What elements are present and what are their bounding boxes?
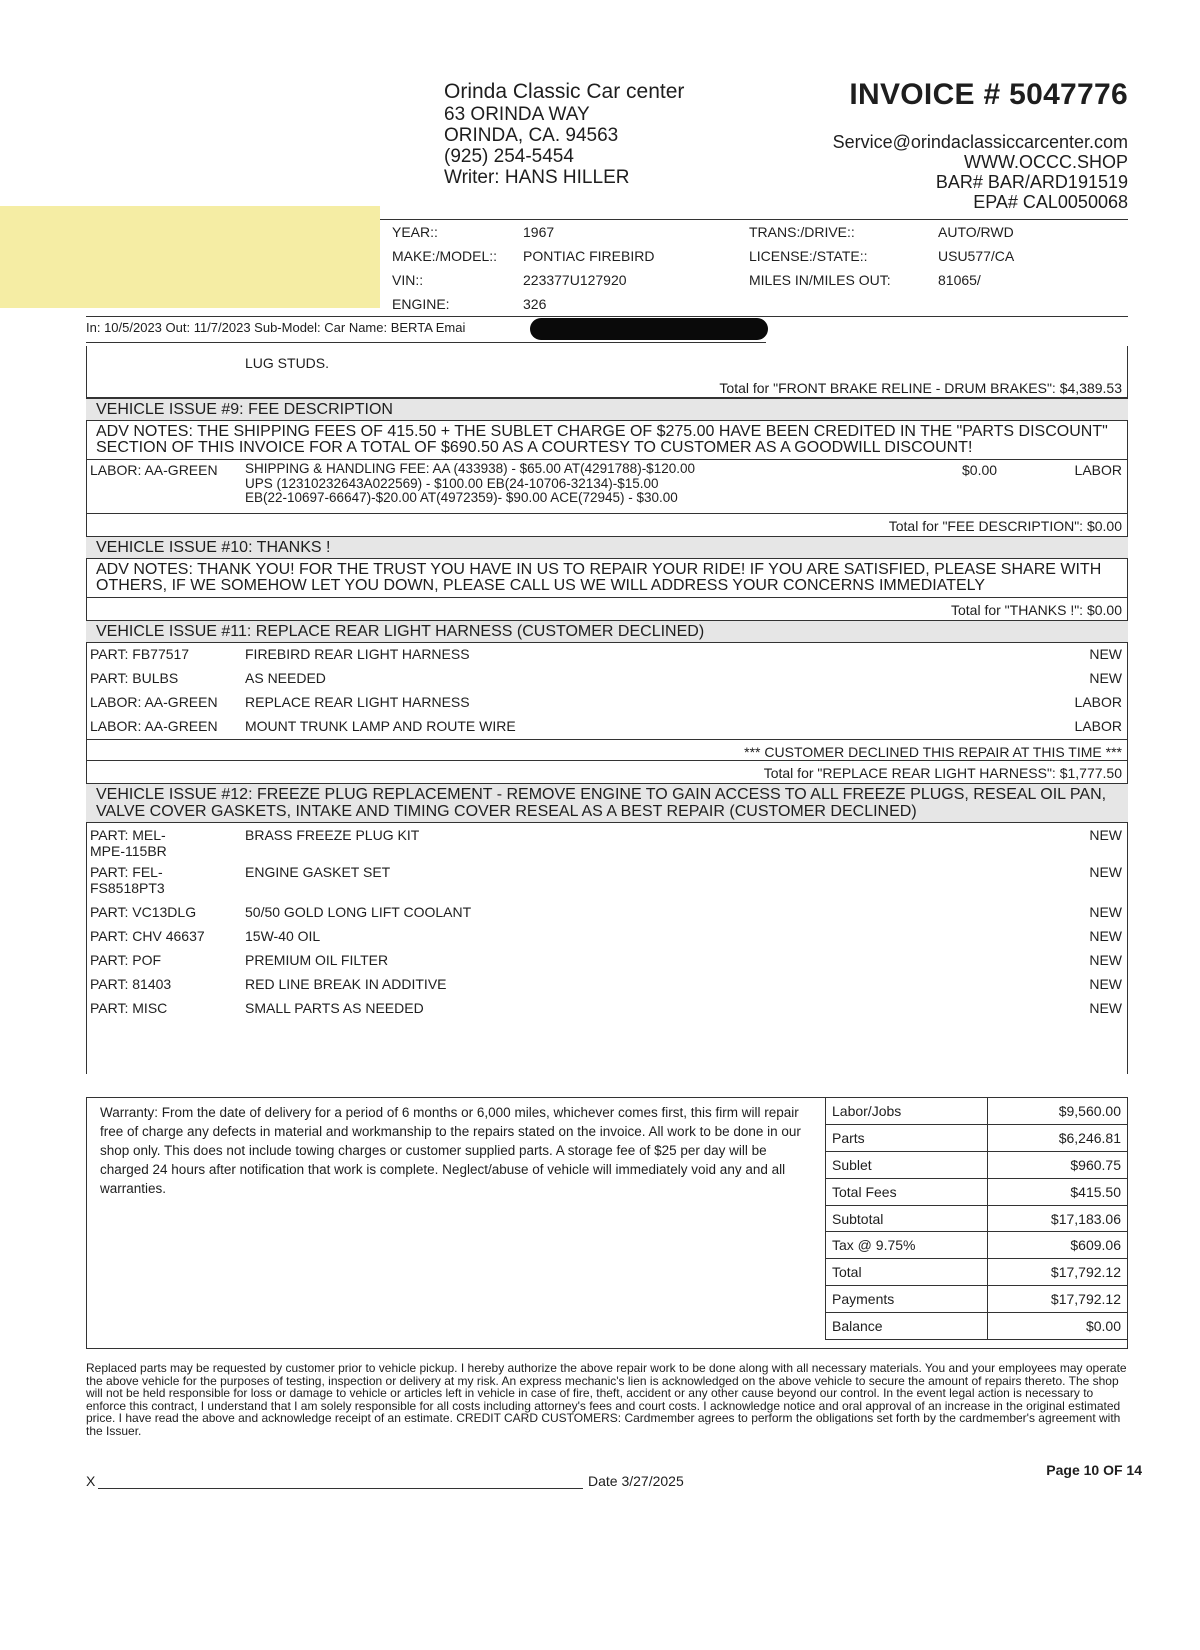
year-label: YEAR::: [392, 224, 438, 240]
signature-x: X: [86, 1473, 96, 1489]
totals-row: [826, 1205, 1128, 1232]
totals-value: $415.50: [988, 1178, 1128, 1205]
signature-line: [98, 1488, 583, 1489]
totals-label: Tax @ 9.75%: [826, 1232, 988, 1259]
adv-notes: ADV NOTES: THE SHIPPING FEES OF 415.50 + THE SUBLET CHARGE OF $275.00 HAVE BEEN CREDITED IN THE "PARTS DISCOUNT" SECTION OF THIS INVOICE FOR A TOTAL OF $690.50 AS A COURTESY TO CUSTOMER AS A GOODWILL DISCOUNT!: [86, 421, 1128, 460]
item-type: NEW: [1089, 670, 1122, 686]
shop-address-line2: ORINDA, CA. 94563: [444, 125, 619, 146]
miles-value: 81065/: [938, 272, 981, 288]
totals-value: $17,792.12: [988, 1286, 1128, 1313]
fee-line: SHIPPING & HANDLING FEE: AA (433938) - $65.00 AT(4291788)-$120.00: [245, 461, 695, 476]
list-item: [86, 715, 1128, 739]
totals-row: [826, 1232, 1128, 1259]
invoice-title: INVOICE # 5047776: [849, 78, 1128, 111]
vin-label: VIN::: [392, 272, 424, 288]
item-code: LABOR: AA-GREEN: [90, 462, 218, 478]
shop-email: Service@orindaclassiccarcenter.com: [832, 132, 1128, 152]
shop-website: WWW.OCCC.SHOP: [964, 152, 1128, 172]
bar-number: BAR# BAR/ARD191519: [935, 172, 1128, 192]
year-value: 1967: [523, 224, 555, 240]
list-item: [86, 643, 1128, 667]
item-type: NEW: [1089, 928, 1122, 944]
item-description: [245, 462, 962, 513]
totals-label: Labor/Jobs: [826, 1098, 988, 1125]
signature-date: Date 3/27/2025: [588, 1473, 684, 1489]
shop-contact: [833, 132, 1128, 212]
shop-phone: (925) 254-5454: [444, 146, 574, 167]
engine-value: 326: [523, 296, 547, 312]
item-code: PART: MISC: [90, 1000, 168, 1016]
list-item: [86, 667, 1128, 691]
item-type: LABOR: [1074, 718, 1122, 734]
trans-label: TRANS:/DRIVE::: [749, 224, 855, 240]
license-value: USU577/CA: [938, 248, 1015, 264]
item-description: REPLACE REAR LIGHT HARNESS: [245, 694, 470, 710]
sticky-note: [0, 206, 380, 308]
totals-row: [826, 1098, 1128, 1125]
service-writer: Writer: HANS HILLER: [444, 167, 630, 188]
item-code: PART: FB77517: [90, 646, 190, 662]
vehicle-labels-left: [392, 220, 497, 316]
item-code: PART: 81403: [90, 976, 172, 992]
item-description: LUG STUDS.: [245, 355, 330, 371]
make-label: MAKE:/MODEL::: [392, 248, 498, 264]
totals-value: $0.00: [988, 1313, 1128, 1340]
issue-header: VEHICLE ISSUE #12: FREEZE PLUG REPLACEMENT - REMOVE ENGINE TO GAIN ACCESS TO ALL FREEZE PLUGS, RESEAL OIL PAN, VALVE COVER GASKETS, INTAKE AND TIMING COVER RESEAL AS A BEST REPAIR (CUSTOMER DECLINED): [86, 783, 1128, 823]
totals-row: [826, 1178, 1128, 1205]
shop-address-line1: 63 ORINDA WAY: [444, 104, 590, 125]
warranty-text: Warranty: From the date of delivery for a period of 6 months or 6,000 miles, whichever comes first, this firm will repair free of charge any defects in material and workmanship to the repairs stated on the invoice. All work to be done in our shop only. This does not include towing charges or customer supplied parts. A storage fee of $25 per day will be charged 24 hours after notification that work is complete. Neglect/abuse of vehicle will immediately void any and all warranties.: [100, 1105, 801, 1196]
item-code-line: PART: FEL-: [90, 864, 163, 880]
item-code-line: FS8518PT3: [90, 880, 165, 896]
fee-line: EB(22-10697-66647)-$20.00 AT(4972359)- $90.00 ACE(72945) - $30.00: [245, 490, 678, 505]
vehicle-values-left: [523, 220, 654, 316]
item-description: FIREBIRD REAR LIGHT HARNESS: [245, 646, 470, 662]
totals-row: [826, 1151, 1128, 1178]
item-code: LABOR: AA-GREEN: [90, 694, 218, 710]
issue-header: VEHICLE ISSUE #11: REPLACE REAR LIGHT HARNESS (CUSTOMER DECLINED): [86, 620, 1128, 643]
list-item: [86, 691, 1128, 715]
vin-value: 223377U127920: [523, 272, 627, 288]
issue-total: Total for "REPLACE REAR LIGHT HARNESS": $1,777.50: [763, 765, 1122, 781]
engine-label: ENGINE:: [392, 296, 450, 312]
totals-value: $17,792.12: [988, 1259, 1128, 1286]
item-type: NEW: [1089, 646, 1122, 662]
issue-header: VEHICLE ISSUE #10: THANKS !: [86, 536, 1128, 559]
list-item: [86, 949, 1128, 973]
shop-name: Orinda Classic Car center: [444, 80, 685, 103]
item-description: SMALL PARTS AS NEEDED: [245, 1000, 424, 1016]
totals-value: $960.75: [988, 1151, 1128, 1178]
item-code: PART: CHV 46637: [90, 928, 205, 944]
dates-divider: [86, 342, 766, 343]
list-item: [86, 925, 1128, 949]
epa-number: EPA# CAL0050068: [973, 192, 1128, 212]
issue-total: Total for "THANKS !": $0.00: [950, 602, 1122, 618]
item-description: 15W-40 OIL: [245, 928, 321, 944]
item-type: NEW: [1089, 904, 1122, 920]
shop-info: [444, 80, 684, 188]
item-code-line: MPE-115BR: [90, 843, 167, 859]
totals-row: [826, 1124, 1128, 1151]
totals-row: [826, 1286, 1128, 1313]
totals-value: $6,246.81: [988, 1124, 1128, 1151]
item-type: NEW: [1089, 976, 1122, 992]
item-description: ENGINE GASKET SET: [245, 864, 391, 880]
vehicle-values-right: [938, 220, 1014, 292]
item-code: PART: BULBS: [90, 670, 179, 686]
totals-label: Balance: [826, 1313, 988, 1340]
issue-total: Total for "FEE DESCRIPTION": $0.00: [888, 518, 1122, 534]
list-item: [86, 862, 1128, 901]
totals-value: $609.06: [988, 1232, 1128, 1259]
totals-value: $17,183.06: [988, 1205, 1128, 1232]
item-code: [86, 864, 245, 901]
declined-notice: *** CUSTOMER DECLINED THIS REPAIR AT THIS TIME ***: [86, 739, 1128, 761]
list-item: [86, 973, 1128, 997]
list-item: [86, 352, 1128, 376]
totals-label: Sublet: [826, 1151, 988, 1178]
item-description: AS NEEDED: [245, 670, 326, 686]
fee-line: UPS (12310232643A022569) - $100.00 EB(24-10706-32134)-$15.00: [245, 475, 659, 491]
totals-table: [825, 1097, 1128, 1340]
line-items: [86, 352, 1128, 1021]
miles-label: MILES IN/MILES OUT:: [749, 272, 891, 288]
item-code: PART: POF: [90, 952, 162, 968]
issue-total: Total for "FRONT BRAKE RELINE - DRUM BRAKES": $4,389.53: [86, 376, 1128, 398]
redaction-bar: [530, 318, 768, 340]
totals-label: Parts: [826, 1124, 988, 1151]
totals-label: Payments: [826, 1286, 988, 1313]
item-description: BRASS FREEZE PLUG KIT: [245, 827, 420, 843]
item-type: NEW: [1089, 952, 1122, 968]
trans-value: AUTO/RWD: [938, 224, 1014, 240]
make-value: PONTIAC FIREBIRD: [523, 248, 655, 264]
issue-header: VEHICLE ISSUE #9: FEE DESCRIPTION: [86, 398, 1128, 421]
item-code-line: PART: MEL-: [90, 827, 166, 843]
totals-label: Total Fees: [826, 1178, 988, 1205]
item-type: NEW: [1089, 827, 1122, 843]
legal-text: Replaced parts may be requested by customer prior to vehicle pickup. I hereby authorize the above repair work to be done along with all necessary materials. You and your employees may operate the above vehicle for the purposes of testing, inspection or delivery at my risk. An express mechanic's lien is acknowledged on the above vehicle to secure the amount of repairs thereto. The shop will not be held responsible for loss or damage to vehicle or articles left in vehicle in case of fire, theft, accident or any other cause beyond our control. In the event legal action is necessary to enforce this contract, I understand that I am solely responsible for all costs including attorney's fees and court costs. I acknowledge notice and oral approval of an increase in the original estimated price. I have read the above and acknowledge receipt of an estimate. CREDIT CARD CUSTOMERS: Cardmember agrees to perform the obligations set forth by the cardmember's agreement with the Issuer.: [86, 1361, 1127, 1438]
item-code: LABOR: AA-GREEN: [90, 718, 218, 734]
item-type: NEW: [1089, 1000, 1122, 1016]
totals-value: $9,560.00: [988, 1098, 1128, 1125]
totals-label: Total: [826, 1259, 988, 1286]
totals-row: [826, 1259, 1128, 1286]
item-type: NEW: [1089, 864, 1122, 880]
item-amount: $0.00: [962, 462, 998, 478]
vehicle-divider: [86, 316, 1128, 317]
page-number: Page 10 OF 14: [1046, 1462, 1142, 1478]
item-type: LABOR: [1074, 462, 1122, 478]
item-description: MOUNT TRUNK LAMP AND ROUTE WIRE: [245, 718, 516, 734]
dates-line: In: 10/5/2023 Out: 11/7/2023 Sub-Model: Car Name: BERTA Emai: [86, 320, 466, 335]
item-description: 50/50 GOLD LONG LIFT COOLANT: [245, 904, 472, 920]
list-item: [86, 997, 1128, 1021]
adv-notes: ADV NOTES: THANK YOU! FOR THE TRUST YOU HAVE IN US TO REPAIR YOUR RIDE! IF YOU ARE SATISFIED, PLEASE SHARE WITH OTHERS, IF WE SOMEHOW LET YOU DOWN, PLEASE CALL US WE WILL ADDRESS YOUR CONCERNS IMMEDIATELY: [86, 559, 1128, 598]
totals-row: [826, 1313, 1128, 1340]
vehicle-labels-right: [749, 220, 891, 292]
item-description: RED LINE BREAK IN ADDITIVE: [245, 976, 447, 992]
license-label: LICENSE:/STATE::: [749, 248, 868, 264]
item-description: PREMIUM OIL FILTER: [245, 952, 389, 968]
item-code: PART: VC13DLG: [90, 904, 197, 920]
list-item: [86, 901, 1128, 925]
list-item: [86, 460, 1128, 514]
item-type: LABOR: [1074, 694, 1122, 710]
totals-label: Subtotal: [826, 1205, 988, 1232]
list-item: [86, 823, 1128, 862]
item-code: [86, 827, 245, 862]
